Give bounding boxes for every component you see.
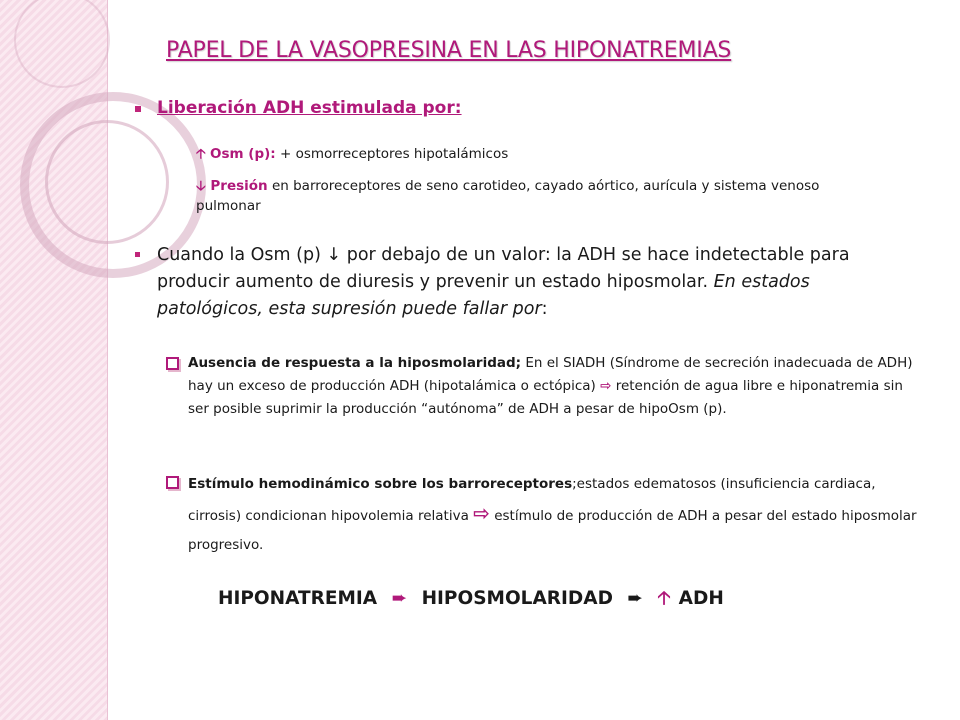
decorative-ring-inner [45, 120, 169, 244]
bullet-square-icon [135, 252, 140, 257]
cause-text-a: En el SIADH (Síndrome de secreción inadecuada de ADH) hay un exceso de producción ADH (hipotalámica o ectópica) [188, 355, 913, 394]
up-arrow-icon: 🡡 [196, 146, 206, 162]
pressure-label: Presión [205, 178, 268, 194]
bullet-square-icon [135, 106, 141, 112]
summary-flow [218, 584, 724, 616]
up-arrow-icon: 🡡 [657, 588, 671, 609]
osm-label: Osm (p): [210, 146, 276, 162]
pressure-item [196, 176, 886, 216]
flow-term-hiponatremia: HIPONATREMIA [218, 588, 378, 609]
right-arrow-icon: ⇨ [473, 501, 490, 525]
checkbox-bullet-icon [166, 357, 179, 370]
down-arrow-icon: 🡣 [196, 178, 206, 194]
cause-title: Ausencia de respuesta a la hiposmolaridad; [188, 355, 522, 371]
cause-text-b: retención de agua libre e hiponatremia sin ser posible suprimir la producción “autónoma” de ADH a pesar de hipoOsm (p). [188, 378, 903, 417]
right-arrow-icon: ⇨ [600, 378, 612, 394]
section-heading: Liberación ADH estimulada por: [157, 98, 462, 118]
down-arrow-icon: ↓ [326, 245, 342, 265]
para-text-b: por debajo de un valor: la ADH se hace indetectable para producir aumento de diuresis y prevenir un estado hiposmolar. [157, 245, 850, 292]
osm-paragraph [157, 242, 917, 323]
right-arrow-icon: ➨ [391, 588, 408, 609]
cause-item [188, 352, 918, 421]
para-text-a: Cuando la Osm (p) [157, 245, 327, 265]
flow-term-adh: ADH [678, 588, 724, 609]
cause-title: Estímulo hemodinámico sobre los barroreceptores [188, 476, 573, 492]
right-arrow-icon: ➨ [627, 588, 643, 609]
cause-text-b: estímulo de producción de ADH a pesar del estado hiposmolar progresivo. [188, 508, 917, 553]
osm-text: + osmorreceptores hipotalámicos [275, 146, 509, 162]
checkbox-bullet-icon [166, 476, 179, 489]
pressure-text: en barroreceptores de seno carotideo, cayado aórtico, aurícula y sistema venoso pulmonar [196, 178, 820, 214]
osm-item [196, 144, 508, 167]
cause-item [188, 470, 918, 560]
para-text-italic: En estados patológicos, esta supresión puede fallar por [157, 272, 810, 319]
para-text-end: : [541, 299, 548, 319]
cause-text-a: ;estados edematosos (insuficiencia cardiaca, cirrosis) condicionan hipovolemia relativa [188, 476, 876, 524]
flow-term-hiposmolaridad: HIPOSMOLARIDAD [421, 588, 613, 609]
slide-title: PAPEL DE LA VASOPRESINA EN LAS HIPONATREMIAS [166, 38, 732, 63]
